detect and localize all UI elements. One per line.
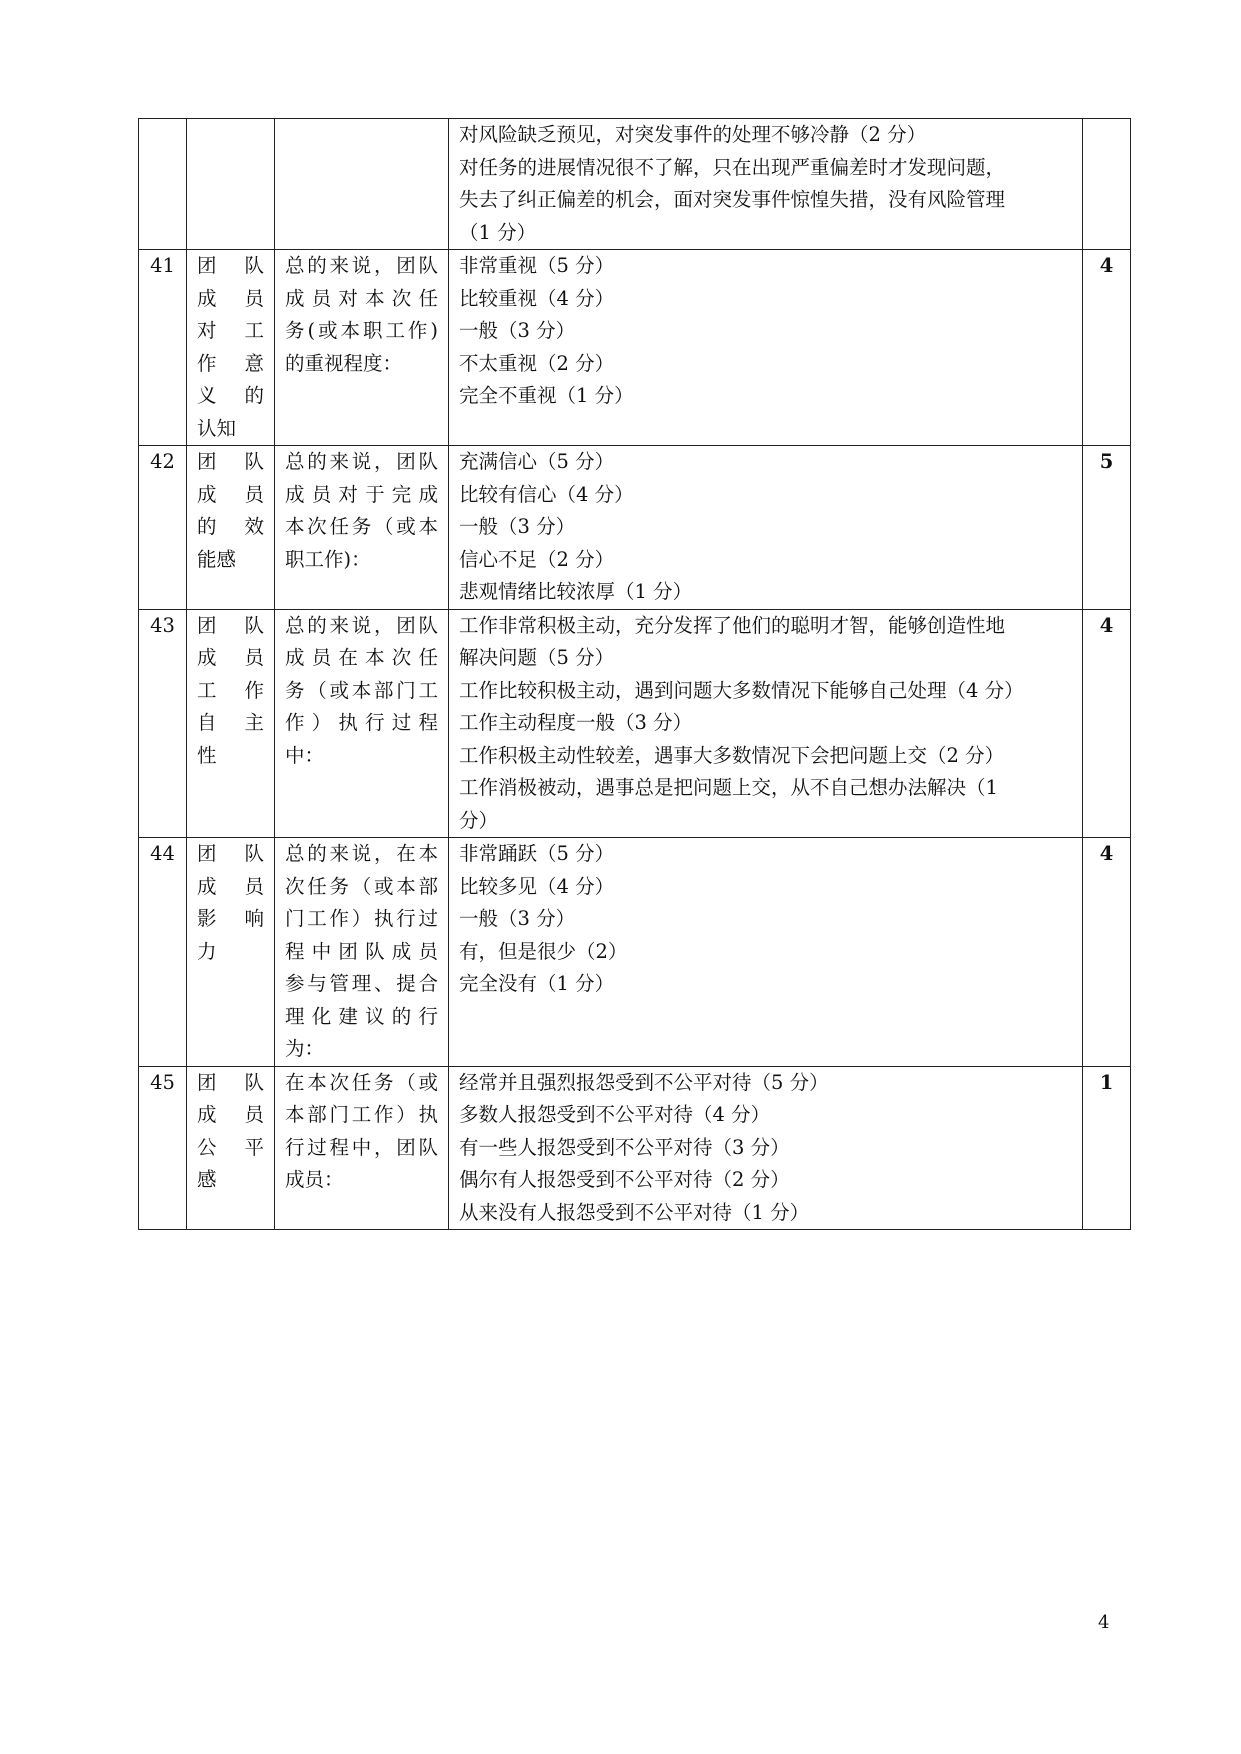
item-options [449, 838, 1083, 1067]
item-name-line: 团 队 [197, 613, 264, 637]
item-question [275, 609, 449, 838]
option-line: 从来没有人报怨受到不公平对待（1 分） [459, 1200, 810, 1224]
item-name-line: 团 队 [197, 254, 264, 277]
item-number: 43 [139, 609, 187, 838]
item-options [449, 609, 1083, 838]
option-line: 一般（3 分） [459, 907, 576, 930]
item-question-line: 成员在本次任 [285, 646, 438, 669]
item-name-line: 义 的 [197, 384, 264, 407]
item-question-line: 作）执行过程中： [285, 711, 438, 767]
option-line: 非常重视（5 分） [459, 254, 615, 277]
item-question-line: 成员对本次任 [285, 286, 438, 310]
option-line: 偶尔有人报怨受到不公平对待（2 分） [459, 1168, 790, 1191]
option-line: 有一些人报怨受到不公平对待（3 分） [459, 1135, 790, 1159]
item-question-line: 务(或本职工作) [285, 319, 438, 342]
item-question-line: 为： [285, 1037, 325, 1060]
item-name [187, 446, 275, 610]
option-line: 多数人报怨受到不公平对待（4 分） [459, 1103, 771, 1126]
item-name-line: 成 员 [197, 482, 264, 506]
item-score [1083, 119, 1131, 250]
item-question-line: 程中团队成员 [285, 939, 438, 963]
item-options [449, 446, 1083, 610]
option-line: 完全没有（1 分） [459, 972, 615, 995]
option-line: 分） [459, 808, 499, 832]
evaluation-table-body [139, 119, 1131, 1230]
evaluation-sheet [138, 118, 1130, 1230]
evaluation-table [138, 118, 1131, 1230]
item-question-line: 成员： [285, 1168, 344, 1191]
item-score: 5 [1083, 446, 1131, 610]
item-name-line: 团 队 [197, 450, 264, 473]
option-line: 比较有信心（4 分） [459, 482, 634, 506]
option-line: 非常踊跃（5 分） [459, 842, 615, 865]
option-line: 工作比较积极主动，遇到问题大多数情况下能够自己处理（4 分） [459, 678, 1024, 702]
option-line: 一般（3 分） [459, 319, 576, 342]
item-question-line: 行过程中，团队 [285, 1135, 438, 1159]
item-score: 4 [1083, 838, 1131, 1067]
item-score: 1 [1083, 1066, 1131, 1230]
page-number: 4 [1098, 1612, 1110, 1633]
item-options [449, 119, 1083, 250]
item-score: 4 [1083, 250, 1131, 446]
item-name-line: 成 员 [197, 874, 264, 898]
option-line: 比较多见（4 分） [459, 874, 615, 898]
item-number: 45 [139, 1066, 187, 1230]
option-line: 有，但是很少（2） [459, 939, 628, 963]
item-name [187, 1066, 275, 1230]
item-name [187, 250, 275, 446]
option-line: 工作非常积极主动，充分发挥了他们的聪明才智，能够创造性地 [459, 613, 1006, 637]
item-name [187, 609, 275, 838]
item-number [139, 119, 187, 250]
item-name-line: 团 队 [197, 1070, 264, 1094]
option-line: （1 分） [459, 220, 537, 244]
item-name-line: 团 队 [197, 842, 264, 865]
option-line: 工作主动程度一般（3 分） [459, 711, 693, 734]
item-name-line: 感 [197, 1168, 217, 1191]
option-line: 不太重视（2 分） [459, 351, 615, 375]
item-name-line: 性 [197, 743, 217, 767]
item-question-line: 本次任务（或本 [285, 515, 438, 538]
table-row [139, 838, 1131, 1067]
option-line: 悲观情绪比较浓厚（1 分） [459, 580, 693, 603]
item-name-line: 成 员 [197, 1103, 264, 1126]
item-question-line: 总的来说，团队 [285, 613, 438, 637]
item-name-line: 能感 [197, 547, 237, 571]
item-question-line: 在本次任务（或 [285, 1070, 438, 1094]
option-line: 对任务的进展情况很不了解，只在出现严重偏差时才发现问题， [459, 155, 1006, 179]
option-line: 比较重视（4 分） [459, 286, 615, 310]
item-question-line: 总的来说，团队 [285, 254, 438, 277]
item-score: 4 [1083, 609, 1131, 838]
item-question-line: 理化建议的行 [285, 1004, 438, 1028]
item-number: 42 [139, 446, 187, 610]
item-options [449, 250, 1083, 446]
option-line: 一般（3 分） [459, 515, 576, 538]
item-question [275, 119, 449, 250]
item-name-line: 的 效 [197, 515, 264, 538]
item-number: 44 [139, 838, 187, 1067]
table-row [139, 119, 1131, 250]
item-question-line: 总的来说，团队 [285, 450, 438, 473]
option-line: 信心不足（2 分） [459, 547, 615, 571]
item-name [187, 838, 275, 1067]
option-line: 经常并且强烈报怨受到不公平对待（5 分） [459, 1070, 829, 1094]
item-name-line: 影 响 [197, 907, 264, 930]
option-line: 对风险缺乏预见，对突发事件的处理不够冷静（2 分） [459, 123, 927, 146]
option-line: 充满信心（5 分） [459, 450, 615, 473]
item-question-line: 次任务（或本部 [285, 874, 438, 898]
item-name [187, 119, 275, 250]
item-question [275, 446, 449, 610]
item-question-line: 本部门工作）执 [285, 1103, 438, 1126]
option-line: 失去了纠正偏差的机会，面对突发事件惊惶失措，没有风险管理 [459, 188, 1006, 211]
item-name-line: 力 [197, 939, 217, 963]
item-question [275, 250, 449, 446]
item-question-line: 职工作)： [285, 547, 371, 571]
item-name-line: 自 主 [197, 711, 264, 734]
item-question-line: 总的来说，在本 [285, 842, 438, 865]
option-line: 工作消极被动，遇事总是把问题上交，从不自己想办法解决（1 [459, 776, 998, 799]
item-question-line: 成员对于完成 [285, 482, 438, 506]
item-question-line: 务（或本部门工 [285, 678, 438, 702]
item-question-line: 参与管理、提合 [285, 972, 438, 995]
item-name-line: 作 意 [197, 351, 264, 375]
option-line: 解决问题（5 分） [459, 646, 615, 669]
option-line: 完全不重视（1 分） [459, 384, 634, 407]
option-line: 工作积极主动性较差，遇事大多数情况下会把问题上交（2 分） [459, 743, 1005, 767]
item-question [275, 838, 449, 1067]
item-number: 41 [139, 250, 187, 446]
item-name-line: 工 作 [197, 678, 264, 702]
item-options [449, 1066, 1083, 1230]
item-name-line: 成 员 [197, 646, 264, 669]
table-row [139, 250, 1131, 446]
table-row [139, 1066, 1131, 1230]
item-name-line: 认知 [197, 416, 237, 440]
item-question-line: 的重视程度： [285, 351, 403, 375]
item-question [275, 1066, 449, 1230]
item-name-line: 对 工 [197, 319, 264, 342]
table-row [139, 609, 1131, 838]
item-question-line: 门工作）执行过 [285, 907, 438, 930]
table-row [139, 446, 1131, 610]
item-name-line: 公 平 [197, 1135, 264, 1159]
item-name-line: 成 员 [197, 286, 264, 310]
